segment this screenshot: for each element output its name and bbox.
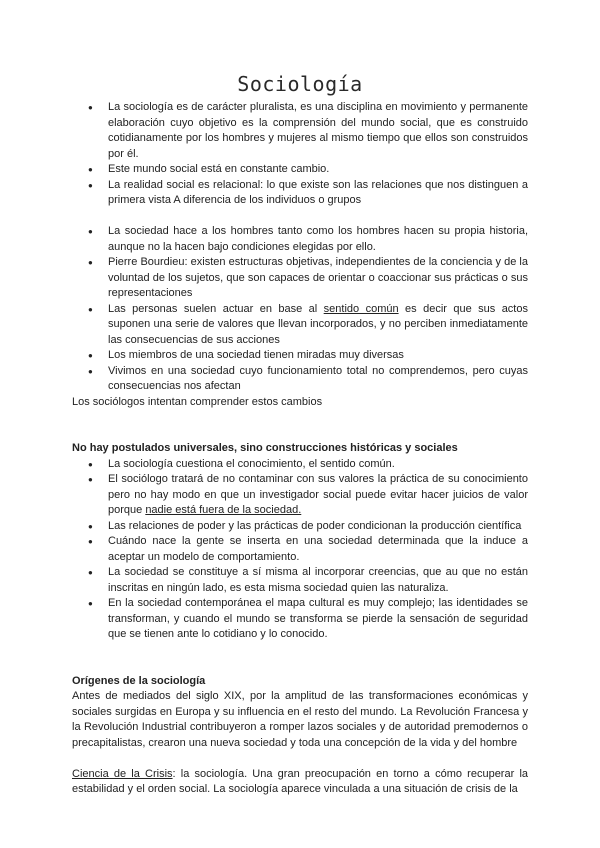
text-fragment: : la sociología. Una gran preocupación en torno a cómo recuperar la estabilidad y el orden social. La sociología aparece vinculada a una situación de crisis de la — [72, 767, 529, 795]
list-item: ● Las relaciones de poder y las prácticas de poder condicionan la producción científica — [108, 519, 528, 535]
list-item: ● La sociología cuestiona el conocimiento, el sentido común. — [108, 457, 528, 473]
spacer — [72, 410, 528, 441]
underlined-phrase: nadie está fuera de la sociedad. — [145, 504, 302, 516]
underlined-term: Ciencia de la Crisis — [72, 767, 173, 780]
text-fragment: es decir que sus actos suponen una serie de valores que llevan incorporados, y no perciben inmediatamente las consecuencias de sus acciones — [108, 302, 528, 346]
list-item: ● La sociedad hace a los hombres tanto como los hombres hacen su propia historia, aunque no la hacen bajo condiciones elegidas por ello. — [108, 224, 528, 255]
list-item: ● Cuándo nace la gente se inserta en una sociedad determinada que la induce a aceptar un modelo de comportamiento. — [108, 534, 528, 565]
spacer — [72, 751, 528, 767]
closing-line: Los sociólogos intentan comprender estos cambios — [72, 395, 323, 408]
list-item: ● La realidad social es relacional: lo que existe son las relaciones que nos distinguen a primera vista A diferencia de los individuos o grupos — [108, 178, 528, 209]
list-item-sociologo — [108, 472, 528, 519]
paragraph-origenes: Antes de mediados del siglo XIX, por la amplitud de las transformaciones económicas y sociales surgidas en Europa y su influencia en el resto del mundo. La Revolución Francesa y la Revolución Industrial contribuyeron a romper lazos sociales y de autoridad premodernos o precapitalistas, crearon una nueva sociedad y toda una concepción de la vida y del hombre — [72, 690, 528, 749]
list-item: ● La sociedad se constituye a sí misma al incorporar creencias, que au que no están inscritas en ningún lado, es esta misma sociedad quien las naturaliza. — [108, 565, 528, 596]
list-item: ● Vivimos en una sociedad cuyo funcionamiento total no comprendemos, pero cuyas consecuencias nos afectan — [108, 364, 528, 395]
bullet-list-postulados — [72, 457, 528, 643]
list-item: ● La sociología es de carácter pluralista, es una disciplina en movimiento y permanente elaboración cuyo objetivo es la comprensión del mundo social, que es construido cotidianamente por los hombres y mujeres al mismo tiempo que ellos son construidos por él. — [108, 100, 528, 162]
paragraph-ciencia-crisis — [72, 767, 528, 798]
section-heading-origenes: Orígenes de la sociología — [72, 674, 206, 687]
section-heading-postulados: No hay postulados universales, sino construcciones históricas y sociales — [72, 442, 458, 454]
list-item: ● En la sociedad contemporánea el mapa cultural es muy complejo; las identidades se transforman, y cuando el mundo se transforma se pierde la sensación de seguridad que se tienen ante lo cotidiano y lo conocido. — [108, 596, 528, 643]
list-item: ● Los miembros de una sociedad tienen miradas muy diversas — [108, 348, 528, 364]
list-item-sentido-comun — [108, 302, 528, 349]
spacer — [72, 643, 528, 674]
underlined-term: sentido común — [323, 302, 399, 315]
text-fragment: Las personas suelen actuar en base al — [108, 302, 324, 315]
list-item: ● Este mundo social está en constante cambio. — [108, 162, 528, 178]
text-fragment: El sociólogo tratará de no contaminar con sus valores la práctica de su conocimiento pero no hay modo en que un investigador social puede evitar hacer juicios de valor porque — [108, 473, 528, 516]
list-item: ● Pierre Bourdieu: existen estructuras objetivas, independientes de la conciencia y de la voluntad de los sujetos, que son capaces de orientar o coaccionar sus prácticas o sus representaciones — [108, 255, 528, 302]
page-title: Sociología — [237, 72, 363, 96]
bullet-list-intro — [72, 100, 528, 395]
